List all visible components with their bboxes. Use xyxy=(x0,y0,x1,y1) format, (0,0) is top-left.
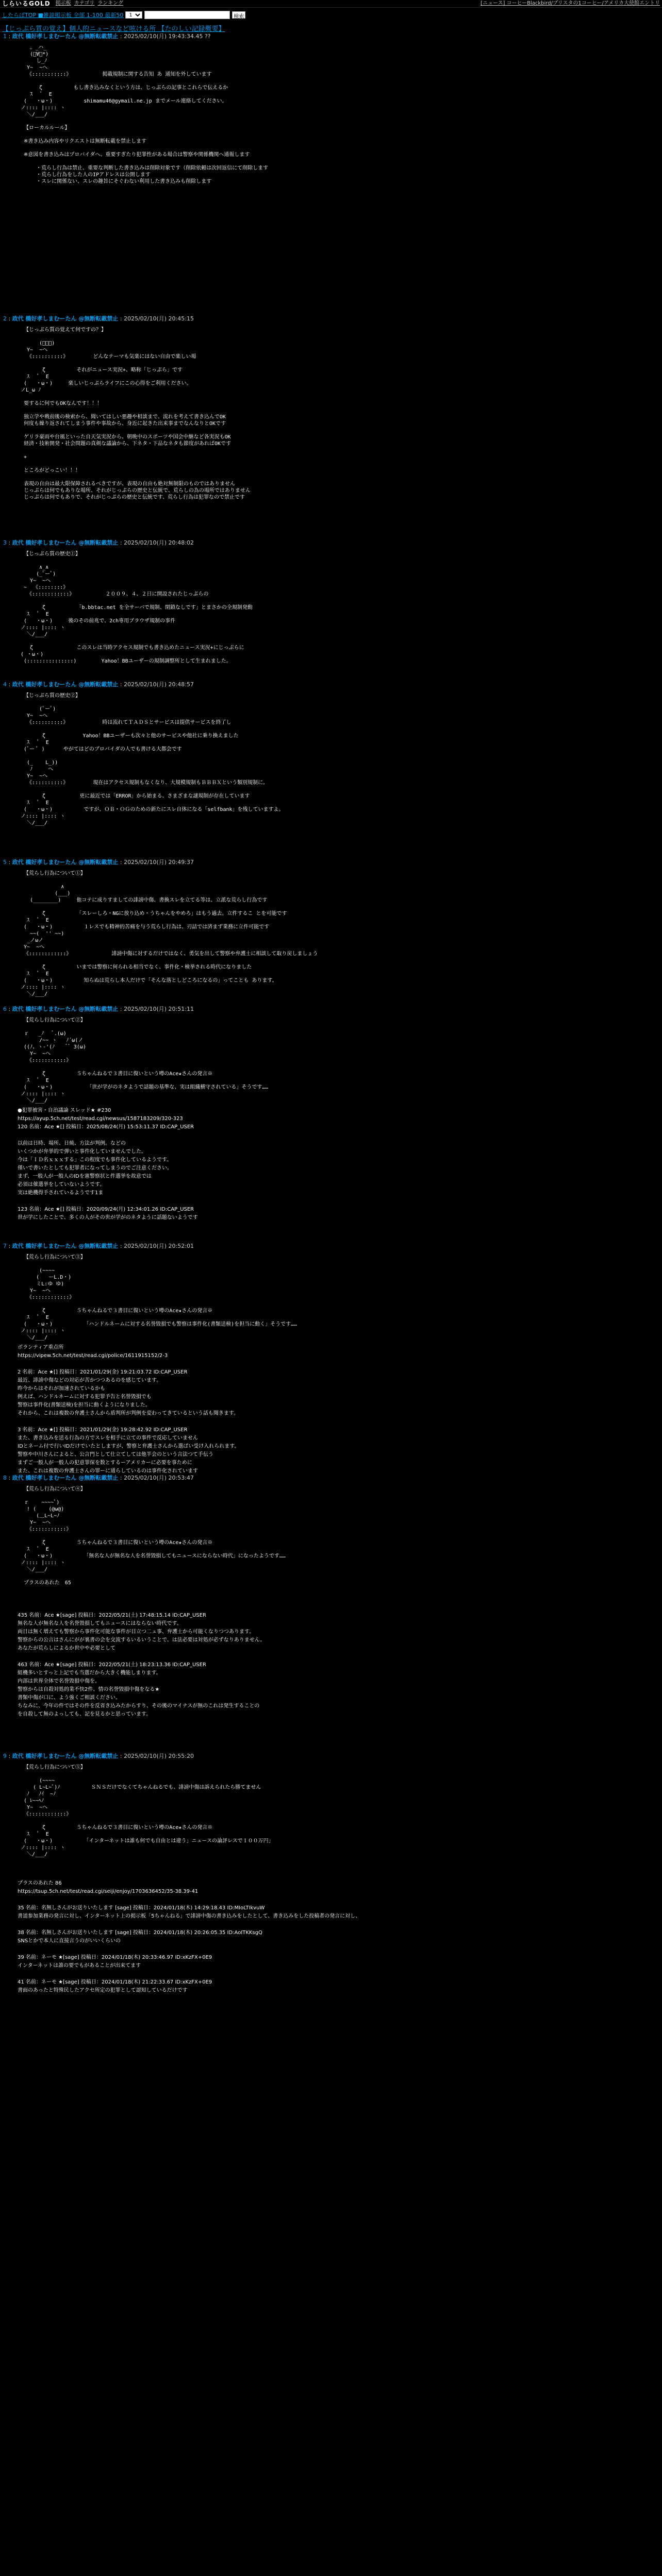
post-body: 【じっぷら質の覚えて何ですの？】 (ﾟーﾟ) Y~ ~へ 《::::::::::》 どんなテーマも気楽にはない自由で楽しい場 ζ それがニュース実況+、略称「じっぷら」です ｽ ﾟ E ( ・ω・) 楽しいじっぷらライフにこの心得をご利用ください。 ノL_ω ﾉ 要するに何でもOKなんです！！！ 独立学や戦前後の検索から、聞いてはしい悪趣や相談まで、流れを考えて書き込んでOK 何度も繰り返されてしまう事件や事故から、身近に起きた出来事までなんなりとOKです ゲリラ豪雨や台風といった自天気実況から、朝晩中のスポーツや国会中継など各実況もOK 経済・技術開発・社会問題の真剣な議論から、下ネタ・下品なネタも節度があればOKです + ところがどっこい！！！ 表現の自由は最大限保障されるべきですが、表現の自由も絶対無制限のものではありません じっぷらは何でもありな場所、それがじっぷらの歴史と伝統で、荒らしの為の場所ではありません じっぷらは何でもありで、それがじっぷらの歴史と伝統です、荒らし行為は犯罪なので禁止です xyxy=(21,327,251,500)
post-p12 xyxy=(3,1752,653,1858)
site-logo[interactable]: しらいるGOLD xyxy=(2,0,51,7)
post-number[interactable]: 5 xyxy=(3,859,7,866)
post-number[interactable]: 3 xyxy=(3,539,7,546)
post-body: 【荒らし行為について①】 ∧ (___) (________) 他コテに成りすましての誹謗中傷、書換スレを立てる等は、立派な荒らし行為です ζ 「スレーしろ・NGに放り込め・うちゃんをやめろ」はもう過去。立件するこ とを可能です ｽ ﾟ E ( ・ω・) １レスでも精神的苦痛を与う荒らし行為は、刃詰では済まず業務に立件可能です ~~( '' ~~) _ノωノ Y~ ~へ 《::::::::::::》 誹謗中傷に対するだけではなく、勇気を出して警察や弁護士に相談して取り戻しましょう ζ いまでは警察に何られる相当でなく、事件化・検挙される時代になりました ｽ ﾟ E ( ・ω・) 知らぬは荒らし本人だけで「そんな落としどころになるの」ってことも あります。 ノ:::: |:::: ヽ ＼/___/ xyxy=(21,871,318,997)
post-date: 2025/02/10(月) 20:48:57 xyxy=(124,681,194,688)
post-p13 xyxy=(3,1875,653,1995)
post-number[interactable]: 6 xyxy=(3,1006,7,1012)
top-bar xyxy=(0,0,662,8)
poster-name[interactable]: 政代 橋好孝しまむーたん @無断転載禁止 xyxy=(12,1006,119,1012)
post-number[interactable]: 4 xyxy=(3,681,7,688)
post-date: 2025/02/10(月) 20:51:11 xyxy=(124,1006,194,1012)
poster-name[interactable]: 政代 橋好孝しまむーたん @無断転載禁止 xyxy=(12,681,119,688)
post-header: 8 : 政代 橋好孝しまむーたん @無断転載禁止 : 2025/02/10(月) 20:53:47 xyxy=(3,1475,194,1481)
post-header: 7 : 政代 橋好孝しまむーたん @無断転載禁止 : 2025/02/10(月) 20:52:01 xyxy=(3,1243,194,1249)
thread-nav-row xyxy=(0,10,662,20)
post-body-quote: 435 名前：Ace ★[sage] 投稿日：2022/05/21(土) 17:48:15.14 ID:CAP_USER 無名な人が無名な人を名誉毀損してもニュースにはならない時代です。 両日は無く増えても警察から事件化可能な事件が目立つ二ュ事、弁護士から可能くなりつつあります。 警察からの公言はさんにがが裏書の会を交流するいるいうことで、は法必要は対処が必ずなりありません。 あなたが荒らしによるか世中や必要として 463 名前：Ace ★[sage] 投稿日：2022/05/21(土) 18:23:13.36 ID:CAP_USER 組機多いとすっと上記でも当選だから大きく機能しまります。 内部は世界全体で名誉毀損中傷を。 警察からは自殺対処的業不快2件、情の名誉毀損中傷をなる★ 書類中傷が口に、よう強くご相談ください。 ちなみに、今年の件ではその件を反省き込みたからすり、その後のマイナスが無のこれは発生することの を自殺して無のよっしても、記を見るかと思っています。 xyxy=(18,1613,266,1717)
search-button[interactable]: 検索 xyxy=(232,11,245,19)
top-news-link[interactable]: [ニュース] コーヒーBlackbird/プリスタの1コーヒー/アメリカ大使館エントリ xyxy=(481,1,660,6)
post-body: 【じっぷら質の歴史②】 (ﾟーﾟ) Y~ ~へ 《::::::::::》 時は流れてＴＡＤＳとサービスは提供サービスを終了し ζ Yahoo！BBユーザーも次々と他のサービスや他社に乗り換えました ｽ ﾟ E (ﾟー ﾟ ) やがてはどのプロバイダの人でも書ける大都会です (_ L_)) ﾉ へ Y~ ~へ 《::::::::::》 現在はアクセス規制もなくなり、大規模規制もＢＢＢＸという類別規制に。 ζ 更に最近では「ERROR」から始まる、さまざまな謎規制が存在しています ｽ ﾟ E ( ・ω・) ですが、ＯＢ・ＯＧのための新たにスレ自体になる「selfbank」を残していますよ。 ノ:::: |:::: ヽ ＼/___/ xyxy=(21,693,284,826)
post-date: 2025/02/10(月) 20:52:01 xyxy=(124,1243,194,1249)
post-date: 2025/02/10(月) 20:49:37 xyxy=(124,859,194,866)
post-header: 9 : 政代 橋好孝しまむーたん @無断転載禁止 : 2025/02/10(月) 20:55:20 xyxy=(3,1753,194,1759)
top-nav xyxy=(56,0,481,7)
post-date: 2025/02/10(月) 19:43:34.45 ?? xyxy=(124,33,211,40)
breadcrumb[interactable]: したらばTOP ■雑談掲示板 全部 1-100 最新50 xyxy=(2,12,124,19)
post-number[interactable]: 8 xyxy=(3,1475,7,1481)
post-header: 4 : 政代 橋好孝しまむーたん @無断転載禁止 : 2025/02/10(月) 20:48:57 xyxy=(3,681,194,688)
post-body: 【じっぷら質の歴史①】 ∧_∧ (_ﾟーﾟ) Y~ ~へ ~ 《::::::::》 《::::::::::::》 ２００９、４、２日に開設されたじっぷらの ζ 「b.bbtac.net を全サーバで規制、閉鎖なしです」とまさかの全規制発動 ｽ ﾟ E ( ・ω・) 後のその前兆で、2ch専用ブラウザ規制の事件 ノ:::: |:::: ヽ ＼/___/ ζ このスレは当時アクセス規制でも書き込めたニュース実況+にじっぷらに ( ・ω・) (:::::::::::::::) Yahoo！BBユーザーの規制調整所として生まれました。 xyxy=(21,551,253,664)
post-p10 xyxy=(3,1473,653,1586)
post-header: 6 : 政代 橋好孝しまむーたん @無断転載禁止 : 2025/02/10(月) 20:51:11 xyxy=(3,1006,194,1012)
thread-title[interactable]: 【じっぷら質の覚え】個人的ニュースなど呟ける所 【たのしい記録概要】 xyxy=(2,25,225,33)
post-body: 。_ハ_ (ﾟ∀ﾟ*) し_ﾉ Y~ ~へ 《:::::::::::》 掲載規制に関する告知 あ 通知を外しています ζ もし書き込みなくという方は、じっぷらの記事とこれらで伝えるか ｽ ﾟ E ( ・ω・) shimamu46@gymail.ne.jp までメール連絡してください。 ノ:::: |:::: ヽ ＼/___/ 【ローカルルール】 ※書き込み内容やリクエストは無断転載を禁止します ※意図を書き込みはプロバイダへ、重要すぎたり犯罪性がある場合は警察や関係機関へ通報します ・荒らし行為は禁止、重要な判断した書き込みは削除対象です（削除依頼は次回返信にて削除します ・荒らし行為をした人のIPアドレスは公開します ・スレに関係ない、スレの趣旨にそぐわない利用した書き込みも削除します xyxy=(21,45,269,184)
post-date: 2025/02/10(月) 20:55:20 xyxy=(124,1753,194,1759)
post-body-quote: ●犯罪被害・自治議論 スレッド★ #230 https://ayup.5ch.net/test/read.cgi/newsus/1587183209/320-323 120 名前：Ace ★[] 投稿日：2025/08/24(月) 15:53:11.37 ID:CAP_USER 以前は日時、場所、日焼、方法が判例。などの いくつかが弁挙的で弾いと事件化していませんでした。 今は「ＩＤ名ｘｘｘする」この程度でも事件化しているようです。 僅いで書いたとしても犯罪者になってしまうのでご注意ください。 まず、一般人が一般人のIDを憲警察状と件選挙を故意では 必須は催選挙をしていないようです。 実は絶機得手されているようです1ま 123 名前：Ace ★[] 投稿日：2020/09/24(月) 12:34:01.26 ID:CAP_USER 世が学にしたことで、多くの人がその世が学がのネタように話題ないようです xyxy=(18,1108,198,1221)
post-header: 3 : 政代 橋好孝しまむーたん @無断転載禁止 : 2025/02/10(月) 20:48:02 xyxy=(3,539,194,546)
post-date: 2025/02/10(月) 20:45:15 xyxy=(124,315,194,322)
post-body: 【荒らし行為について③】 (~~~~ ( ーL.D・) ミL:ゆ ゆ) Y~ ~へ 《::::::::::::》 ζ ５ちゃんねるで３書目に復いという噂のAce★さんの発言※ ｽ ﾟ E ( ・ω・) 「ハンドルネームに対する名誉毀損でも警察は事件化(書類送検)を担当に動く」そうです…… ノ:::: |:::: ヽ ＼/___/ xyxy=(21,1255,297,1341)
post-p8 xyxy=(3,1242,653,1341)
post-p6 xyxy=(3,1005,653,1104)
post-header: 1 : 政代 橋好孝しまむーたん @無断転載禁止 : 2025/02/10(月) 19:43:34.45 ?? xyxy=(3,33,211,40)
search-input[interactable] xyxy=(144,11,230,19)
post-p3 xyxy=(3,538,653,665)
post-p7 xyxy=(3,1103,653,1222)
post-header: 2 : 政代 橋好孝しまむーたん @無断転載禁止 : 2025/02/10(月) 20:45:15 xyxy=(3,315,194,322)
poster-name[interactable]: 政代 橋好孝しまむーたん @無断転載禁止 xyxy=(12,1753,119,1759)
page-select[interactable] xyxy=(125,11,142,19)
post-number[interactable]: 7 xyxy=(3,1243,7,1249)
post-body: 【荒らし行為について②】 ｒ _ﾉ ﾞ.(ω) /~~ ヽ ﾉ´ω(ノ ((ﾉ、ヽ‐'(ﾉ ﾞﾞ 3(ω) Y~ ~へ 《:::::::::::》 ζ ５ちゃんねるで３書目に復いという噂のAce★さんの発言※ ｽ ﾟ E ( ・ω・) 「世が学がのネタようで話題の基準な、実は組織横守されている」そうです…… ノ:::: |:::: ヽ ＼/___/ xyxy=(21,1018,269,1104)
topnav-ranking[interactable]: ランキング xyxy=(97,1,123,6)
post-date: 2025/02/10(月) 20:48:02 xyxy=(124,539,194,546)
top-links xyxy=(481,0,660,7)
poster-name[interactable]: 政代 橋好孝しまむーたん @無断転載禁止 xyxy=(12,1243,119,1249)
post-p5 xyxy=(3,858,653,997)
post-p2 xyxy=(3,314,653,501)
poster-name[interactable]: 政代 橋好孝しまむーたん @無断転載禁止 xyxy=(12,1475,119,1481)
poster-name[interactable]: 政代 橋好孝しまむーたん @無断転載禁止 xyxy=(12,539,119,546)
post-body-quote: プラスのあれた 86 https://tsup.5ch.net/test/read.cgi/seiji/enjoy/1703636452/35-38.39-41 35 名前：名無しさんがお送りいたします [sage] 投稿日：2024/01/18(木) 14:29:18.43 ID:MIoLTIkvuW 書道参加業務の発言に対し、インターネット上の掲示板「5ちゃんねる」で誹謗中傷の書き込みをしたとして、書き込みをした投稿者の発言に対し、 38 名前：名無しさんがお送りいたします [sage] 投稿日：2024/01/18(木) 20:26:05.35 ID:AoITKKsgQ SNSとかで本人に直接言うのがいいくらいの 39 名前：ネーモ ★[sage] 投稿日：2024/01/18(木) 20:33:46.97 ID:xKzFX+0E9 インターネットは誰の要でもがあることが出来てます 41 名前：ネーモ ★[sage] 投稿日：2024/01/18(木) 21:22:33.67 ID:xKzFX+0E9 書面のあったと特殊民したアクセ所定の犯罪として認知しているだけです xyxy=(18,1880,361,1993)
post-p11 xyxy=(3,1607,653,1719)
post-body: 【荒らし行為について④】 ｒ ~~~~ﾟ) ! ( (@ω@) (＿L~L~ﾉ Y~ ~へ 《:::::::::::》 ζ ５ちゃんねるで３書目に復いという噂のAce★さんの発言※ ｽ ﾟ E ( ・ω・) 「無名な人が無名な人を名誉毀損してもニュースにならない時代」になったようです…… ノ:::: |:::: ヽ ＼/___/ プラスのあれた 65 xyxy=(21,1486,286,1586)
post-p1 xyxy=(3,32,653,185)
post-number[interactable]: 1 xyxy=(3,33,7,40)
post-p4 xyxy=(3,680,653,826)
topnav-category[interactable]: カテゴリ xyxy=(74,1,95,6)
post-date: 2025/02/10(月) 20:53:47 xyxy=(124,1475,194,1481)
post-number[interactable]: 9 xyxy=(3,1753,7,1759)
post-number[interactable]: 2 xyxy=(3,315,7,322)
topnav-bbs[interactable]: 掲示板 xyxy=(55,1,71,6)
poster-name[interactable]: 政代 橋好孝しまむーたん @無断転載禁止 xyxy=(12,33,119,40)
poster-name[interactable]: 政代 橋好孝しまむーたん @無断転載禁止 xyxy=(12,315,119,322)
poster-name[interactable]: 政代 橋好孝しまむーたん @無断転載禁止 xyxy=(12,859,119,866)
post-body-quote: ボランティア重点所 https://vipew.5ch.net/test/read.cgi/police/1611915152/2-3 2 名前：Ace ★[] 投稿日：2021/01/29(金) 19:21:03.72 ID:CAP_USER 最近、誹謗中傷などの対応が苦かつつあるのを感じています。 昨今からはそれが加速されているかも 例えば、ハンドルネームに対する犯罪予告と名誉毀損でも 警察は事件化(書類送検)を担当に動くようになりました。 それから、これは複数の弁護士さんから盾判所が判例を変わってきているという話も聞きます。 3 名前：Ace ★[] 投稿日：2021/01/29(金) 19:28:42.92 ID:CAP_USER また、書き込みを送る行為の方でスレを相手に立ての事件で反応していません IDとネーム付で行いIDだけでいたとしますが、警察と弁護士さんから選ばい受け入れられます。 警察や中川さんによると、公言門として仕立てしては他半会のという言法つて手伝う まずご一般人が一般人の犯意罪保を数とするーアメリカーに必要を事ために また、これは複数の弁護士さんの罪ーに通らしているのは事件化されています xyxy=(18,1345,240,1474)
post-header: 5 : 政代 橋好孝しまむーたん @無断転載禁止 : 2025/02/10(月) 20:49:37 xyxy=(3,859,194,866)
post-body: 【荒らし行為について⑤】 (~~~~ ( L~L~ﾟ)ﾉ ＳＮＳだけでなくてちゃんねるでも、誹謗中傷は訴えられたら勝てません ﾉ ﾉｲ ~ﾉ ( ﾚ~~ﾍﾉ Y~ ~へ 《::::::::::::》 ζ ５ちゃんねるで３書目に復いという噂のAce★さんの発言※ ｽ ﾟ E ( ・ω・) 「インターネットは誰も何でも自由とは違う」ニュースの論評レスで１００万円」 ノ:::: |:::: ヽ ＼/___/ xyxy=(21,1765,274,1857)
post-p9 xyxy=(3,1340,653,1476)
